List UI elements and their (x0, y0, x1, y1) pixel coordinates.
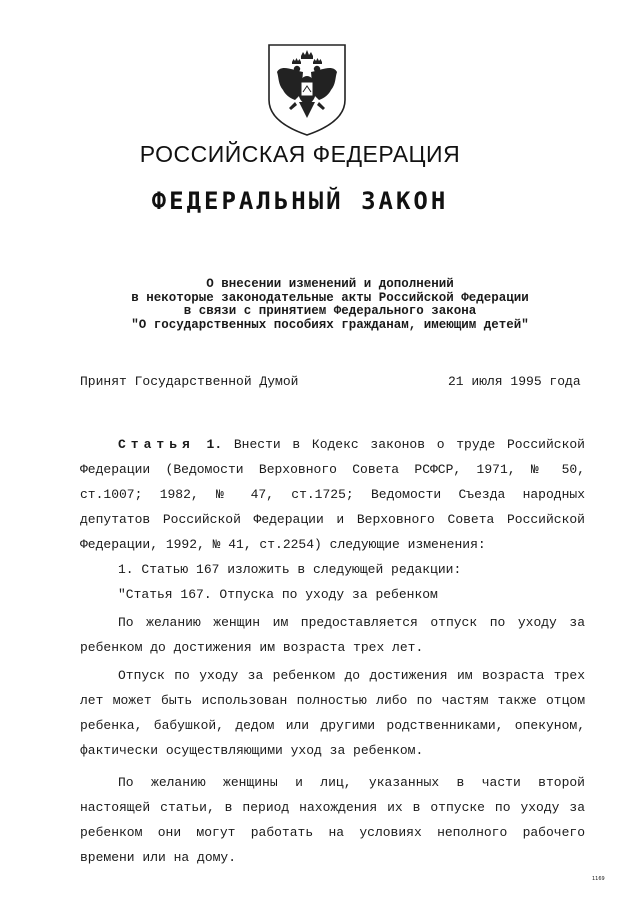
adoption-label: Принят Государственной Думой (80, 374, 299, 389)
law-title-line: "О государственных пособиях гражданам, имеющим детей" (131, 317, 529, 332)
article-number: 1. (206, 437, 223, 452)
article-body (80, 432, 585, 870)
quoted-article-heading: "Статья 167. Отпуска по уходу за ребенком (118, 587, 438, 602)
article-intro-text: Внести в Кодекс законов о труде Российской Федерации (Ведомости Верховного Совета РСФСР, 1971, № 50, ст.1007; 1982, № 47, ст.1725; Ведомости Съезда народных депутатов Российской Федерации и Верховного Совета Российской Федерации, 1992, № 41, ст.2254) следующие изменения: (80, 437, 585, 552)
adoption-date: 21 июля 1995 года (448, 374, 581, 389)
country-heading: РОССИЙСКАЯ ФЕДЕРАЦИЯ (139, 141, 461, 167)
page-number: 1169 (592, 876, 605, 882)
law-type-heading: ФЕДЕРАЛЬНЫЙ ЗАКОН (151, 187, 449, 215)
article-label: Статья (118, 437, 195, 452)
article-intro-paragraph (80, 432, 585, 557)
russian-coat-of-arms-icon (265, 42, 349, 138)
article-item-1: 1. Статью 167 изложить в следующей редакции: (118, 562, 462, 577)
law-title (110, 278, 550, 332)
article-paragraph-3: По желанию женщины и лиц, указанных в части второй настоящей статьи, в период нахождения их в отпуске по уходу за ребенком они могут работать на условиях неполного рабочего времени или на дому. (80, 775, 585, 865)
article-paragraph-1: По желанию женщин им предоставляется отпуск по уходу за ребенком до достижения им возраста трех лет. (80, 615, 585, 655)
law-title-line: в связи с принятием Федерального закона (183, 304, 477, 318)
law-title-line: О внесении изменений и дополнений (206, 277, 454, 291)
law-title-line: в некоторые законодательные акты Российской Федерации (131, 290, 529, 305)
article-paragraph-2: Отпуск по уходу за ребенком до достижения им возраста трех лет может быть использован полностью либо по частям также отцом ребенка, бабушкой, дедом или другими родственниками, опекуном, фактически осуществляющими уход за ребенком. (80, 668, 585, 758)
